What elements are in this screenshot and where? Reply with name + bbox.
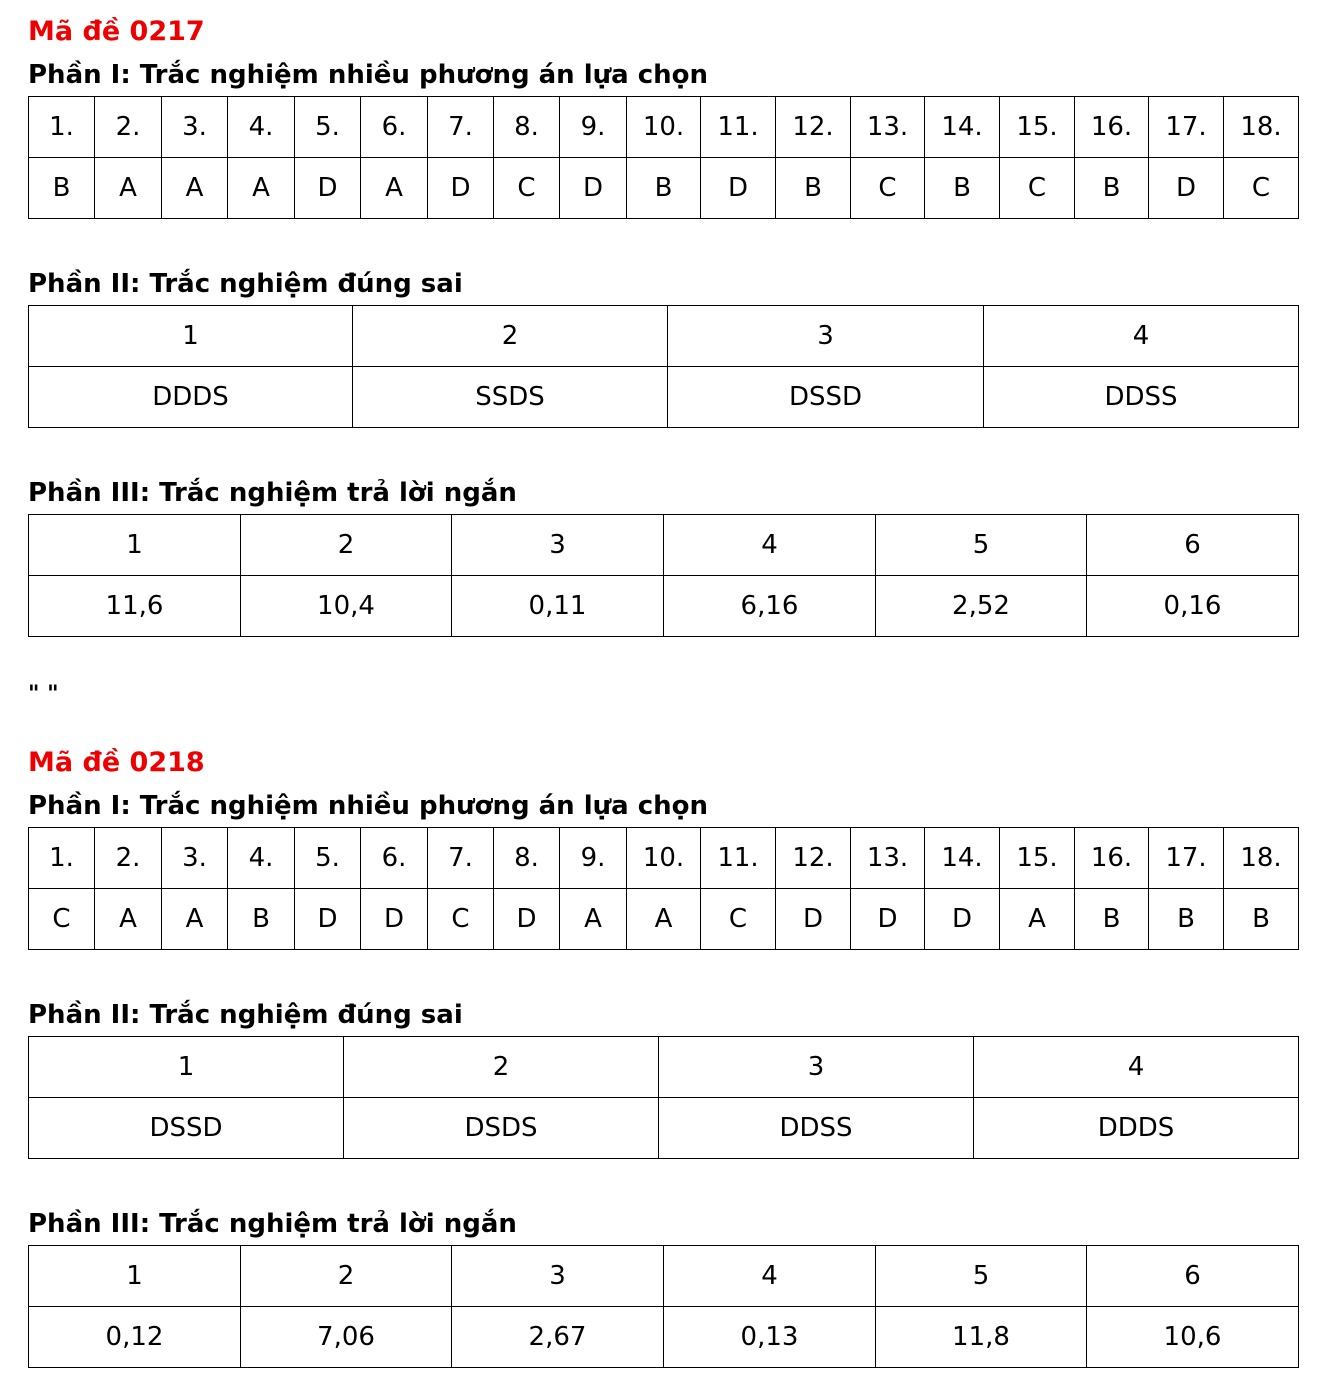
question-number-cell: 18. <box>1224 828 1299 889</box>
question-number-cell: 2. <box>95 97 162 158</box>
question-number-cell: 8. <box>494 97 560 158</box>
answer-cell: DSSD <box>29 1098 344 1159</box>
question-row <box>29 828 1299 889</box>
answer-cell: 11,6 <box>29 576 241 637</box>
answer-row <box>29 889 1299 950</box>
answer-cell: A <box>162 889 228 950</box>
question-number-cell: 13. <box>851 828 925 889</box>
question-number-cell: 7. <box>428 828 494 889</box>
answer-cell: B <box>776 158 851 219</box>
answer-cell: A <box>162 158 228 219</box>
question-number-cell: 14. <box>925 97 1000 158</box>
part2-title: Phần II: Trắc nghiệm đúng sai <box>28 1000 463 1030</box>
question-number-cell: 3. <box>162 828 228 889</box>
answer-cell: D <box>851 889 925 950</box>
question-number-cell: 18. <box>1224 97 1299 158</box>
question-number-cell: 2 <box>344 1037 659 1098</box>
question-number-cell: 12. <box>776 828 851 889</box>
question-number-cell: 6. <box>361 97 428 158</box>
question-number-cell: 3. <box>162 97 228 158</box>
answer-cell: A <box>95 158 162 219</box>
answer-cell: A <box>1000 889 1075 950</box>
answer-cell: B <box>1075 889 1149 950</box>
answer-cell: D <box>295 158 361 219</box>
question-number-cell: 17. <box>1149 828 1224 889</box>
question-number-cell: 4 <box>984 306 1299 367</box>
question-number-cell: 1 <box>29 306 353 367</box>
answer-cell: C <box>29 889 95 950</box>
answer-cell: D <box>1149 158 1224 219</box>
answer-cell: DSSD <box>668 367 984 428</box>
question-number-cell: 4. <box>228 828 295 889</box>
question-number-cell: 3 <box>659 1037 974 1098</box>
answer-cell: DDSS <box>659 1098 974 1159</box>
answer-row <box>29 1307 1299 1368</box>
question-number-cell: 1 <box>29 515 241 576</box>
question-number-cell: 4 <box>664 515 876 576</box>
answer-cell: C <box>494 158 560 219</box>
question-row <box>29 1246 1299 1307</box>
question-number-cell: 2 <box>241 515 452 576</box>
question-number-cell: 4 <box>974 1037 1299 1098</box>
question-row <box>29 515 1299 576</box>
question-number-cell: 6 <box>1087 515 1299 576</box>
question-number-cell: 3 <box>452 515 664 576</box>
question-number-cell: 17. <box>1149 97 1224 158</box>
question-row <box>29 1037 1299 1098</box>
answer-cell: 0,11 <box>452 576 664 637</box>
answer-cell: DDDS <box>29 367 353 428</box>
answer-cell: A <box>228 158 295 219</box>
part1-answer-table <box>28 827 1299 950</box>
answer-cell: A <box>95 889 162 950</box>
question-number-cell: 1 <box>29 1037 344 1098</box>
question-number-cell: 13. <box>851 97 925 158</box>
answer-row <box>29 1098 1299 1159</box>
part2-title: Phần II: Trắc nghiệm đúng sai <box>28 269 463 299</box>
answer-cell: C <box>428 889 494 950</box>
question-number-cell: 7. <box>428 97 494 158</box>
part1-title: Phần I: Trắc nghiệm nhiều phương án lựa chọn <box>28 791 709 821</box>
answer-cell: 11,8 <box>876 1307 1087 1368</box>
part3-answer-table <box>28 514 1299 637</box>
answer-row <box>29 158 1299 219</box>
question-number-cell: 2 <box>353 306 668 367</box>
question-number-cell: 2. <box>95 828 162 889</box>
part3-title: Phần III: Trắc nghiệm trả lời ngắn <box>28 1209 517 1239</box>
question-row <box>29 97 1299 158</box>
answer-cell: A <box>560 889 627 950</box>
exam-code-title: Mã đề 0217 <box>28 16 205 47</box>
question-number-cell: 16. <box>1075 97 1149 158</box>
answer-cell: D <box>560 158 627 219</box>
exam-code-title: Mã đề 0218 <box>28 747 205 778</box>
answer-cell: 2,67 <box>452 1307 664 1368</box>
part3-title: Phần III: Trắc nghiệm trả lời ngắn <box>28 478 517 508</box>
question-number-cell: 5 <box>876 1246 1087 1307</box>
answer-cell: B <box>228 889 295 950</box>
answer-cell: A <box>361 158 428 219</box>
answer-cell: C <box>701 889 776 950</box>
answer-cell: 6,16 <box>664 576 876 637</box>
question-number-cell: 5 <box>876 515 1087 576</box>
answer-cell: B <box>29 158 95 219</box>
answer-cell: D <box>494 889 560 950</box>
answer-cell: SSDS <box>353 367 668 428</box>
answer-cell: 10,4 <box>241 576 452 637</box>
question-number-cell: 5. <box>295 97 361 158</box>
answer-cell: D <box>361 889 428 950</box>
question-number-cell: 10. <box>627 97 701 158</box>
answer-cell: DSDS <box>344 1098 659 1159</box>
question-number-cell: 12. <box>776 97 851 158</box>
question-number-cell: 9. <box>560 828 627 889</box>
answer-cell: 0,13 <box>664 1307 876 1368</box>
question-number-cell: 2 <box>241 1246 452 1307</box>
question-number-cell: 4. <box>228 97 295 158</box>
question-number-cell: 16. <box>1075 828 1149 889</box>
part1-answer-table <box>28 96 1299 219</box>
question-number-cell: 1. <box>29 828 95 889</box>
answer-cell: C <box>851 158 925 219</box>
answer-cell: D <box>776 889 851 950</box>
answer-row <box>29 367 1299 428</box>
answer-cell: D <box>701 158 776 219</box>
question-number-cell: 8. <box>494 828 560 889</box>
answer-cell: C <box>1000 158 1075 219</box>
question-number-cell: 9. <box>560 97 627 158</box>
question-number-cell: 3 <box>452 1246 664 1307</box>
separator-text: " " <box>28 682 59 707</box>
question-number-cell: 6. <box>361 828 428 889</box>
answer-cell: D <box>925 889 1000 950</box>
question-number-cell: 11. <box>701 828 776 889</box>
part2-answer-table <box>28 305 1299 428</box>
part1-title: Phần I: Trắc nghiệm nhiều phương án lựa chọn <box>28 60 709 90</box>
question-number-cell: 4 <box>664 1246 876 1307</box>
question-number-cell: 1. <box>29 97 95 158</box>
question-number-cell: 5. <box>295 828 361 889</box>
answer-cell: 10,6 <box>1087 1307 1299 1368</box>
question-number-cell: 11. <box>701 97 776 158</box>
answer-cell: B <box>1149 889 1224 950</box>
answer-cell: 0,16 <box>1087 576 1299 637</box>
part3-answer-table <box>28 1245 1299 1368</box>
answer-row <box>29 576 1299 637</box>
answer-cell: DDDS <box>974 1098 1299 1159</box>
question-number-cell: 1 <box>29 1246 241 1307</box>
part2-answer-table <box>28 1036 1299 1159</box>
question-number-cell: 15. <box>1000 97 1075 158</box>
question-row <box>29 306 1299 367</box>
question-number-cell: 3 <box>668 306 984 367</box>
question-number-cell: 10. <box>627 828 701 889</box>
answer-cell: B <box>1075 158 1149 219</box>
question-number-cell: 14. <box>925 828 1000 889</box>
answer-cell: B <box>1224 889 1299 950</box>
answer-cell: B <box>627 158 701 219</box>
question-number-cell: 15. <box>1000 828 1075 889</box>
answer-cell: 2,52 <box>876 576 1087 637</box>
answer-cell: A <box>627 889 701 950</box>
answer-cell: 0,12 <box>29 1307 241 1368</box>
answer-cell: B <box>925 158 1000 219</box>
answer-cell: DDSS <box>984 367 1299 428</box>
answer-cell: D <box>428 158 494 219</box>
question-number-cell: 6 <box>1087 1246 1299 1307</box>
answer-cell: C <box>1224 158 1299 219</box>
answer-cell: 7,06 <box>241 1307 452 1368</box>
answer-cell: D <box>295 889 361 950</box>
